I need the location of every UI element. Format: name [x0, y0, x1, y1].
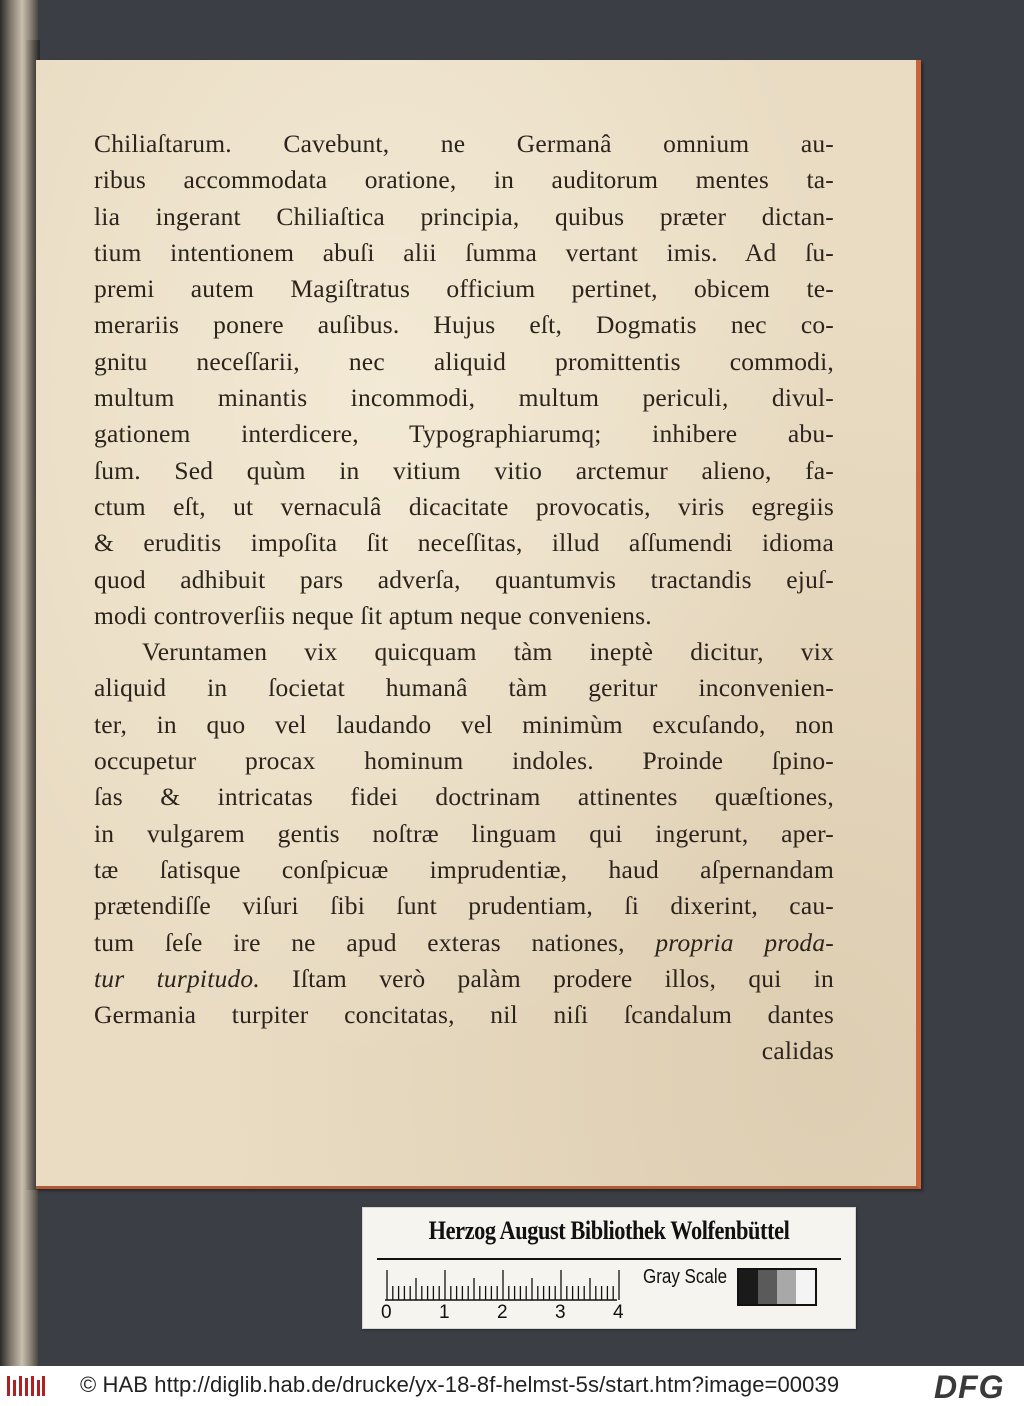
text-segment: tum ſeſe ire ne apud exteras nationes,: [94, 927, 625, 957]
text-line: in vulgarem gentis noſtræ linguam qui ingerunt, aper-: [94, 818, 834, 848]
copyright-url[interactable]: © HAB http://diglib.hab.de/drucke/yx-18-8f-helmst-5s/start.htm?image=00039: [80, 1372, 840, 1397]
scale-number: 1: [439, 1302, 450, 1323]
page-text: [94, 126, 834, 1070]
text-line: quod adhibuit pars adverſa, quantumvis tractandis ejuſ-: [94, 564, 834, 594]
text-segment: Iſtam verò palàm prodere illos, qui in: [292, 963, 834, 993]
text-line: modi controverſiis neque ſit aptum neque conveniens.: [94, 600, 652, 630]
card-divider: [377, 1258, 841, 1260]
text-line: aliquid in ſocietat humanâ tàm geritur inconvenien-: [94, 673, 834, 703]
text-line: ribus accommodata oratione, in auditorum mentes ta-: [94, 165, 834, 195]
text-line: & eruditis impoſita ſit neceſſitas, illud aſſumendi idioma: [94, 528, 834, 558]
text-line: Chiliaſtarum. Cavebunt, ne Germanâ omnium au-: [94, 129, 834, 158]
text-line: gationem interdicere, Typographiarumq; inhibere abu-: [94, 419, 834, 449]
ruler-scale-icon: [385, 1266, 625, 1302]
scale-number: 2: [497, 1302, 508, 1323]
text-line-mixed: [94, 925, 834, 961]
color-scale-card: [362, 1207, 856, 1329]
scale-number: 0: [381, 1302, 392, 1323]
book-page: [36, 60, 921, 1189]
text-line: ſas & intricatas fidei doctrinam attinentes quæſtiones,: [94, 782, 834, 812]
gray-swatches: [737, 1268, 817, 1306]
gray-scale-label: Gray Scale: [643, 1266, 728, 1288]
text-line: ſum. Sed quùm in vitium vitio arctemur alieno, fa-: [94, 455, 834, 485]
swatch-dark-gray: [758, 1270, 777, 1304]
library-title: Herzog August Bibliothek Wolfenbüttel: [428, 1216, 790, 1245]
paragraph-start-line: Veruntamen vix quicquam tàm ineptè dicitur, vix: [142, 637, 834, 667]
text-line: gnitu neceſſarii, nec aliquid promittentis commodi,: [94, 346, 834, 376]
text-line: ctum eſt, ut vernaculâ dicacitate provocatis, viris egregiis: [94, 491, 834, 521]
hab-logo-icon: [6, 1374, 46, 1398]
text-line: multum minantis incommodi, multum periculi, divul-: [94, 383, 834, 413]
dfg-logo: DFG: [934, 1369, 1005, 1405]
text-line: tæ ſatisque conſpicuæ imprudentiæ, haud aſpernandam: [94, 854, 834, 884]
text-line-mixed: [94, 961, 834, 997]
text-line: lia ingerant Chiliaſtica principia, quibus præter dictan-: [94, 201, 834, 231]
text-line: tium intentionem abuſi alii ſumma vertant imis. Ad ſu-: [94, 237, 834, 267]
scale-number: 3: [555, 1302, 566, 1323]
catchword: calidas: [761, 1036, 834, 1066]
swatch-white: [796, 1270, 815, 1304]
text-line: merariis ponere auſibus. Hujus eſt, Dogmatis nec co-: [94, 310, 834, 340]
text-line: prætendiſſe viſuri ſibi ſunt prudentiam, ſi dixerint, cau-: [94, 891, 834, 921]
swatch-light-gray: [777, 1270, 796, 1304]
text-line: occupetur procax hominum indoles. Proinde ſpino-: [94, 746, 834, 776]
text-line: premi autem Magiſtratus officium pertinet, obicem te-: [94, 274, 834, 304]
scale-number: 4: [613, 1302, 624, 1323]
text-line: ter, in quo vel laudando vel minimùm excuſando, non: [94, 709, 834, 739]
italic-quote: propria proda-: [655, 927, 834, 957]
footer-bar: [0, 1366, 1024, 1406]
italic-quote: tur turpitudo.: [94, 963, 260, 993]
swatch-black: [739, 1270, 758, 1304]
text-line: Germania turpiter concitatas, nil niſi ſcandalum dantes: [94, 1000, 834, 1030]
